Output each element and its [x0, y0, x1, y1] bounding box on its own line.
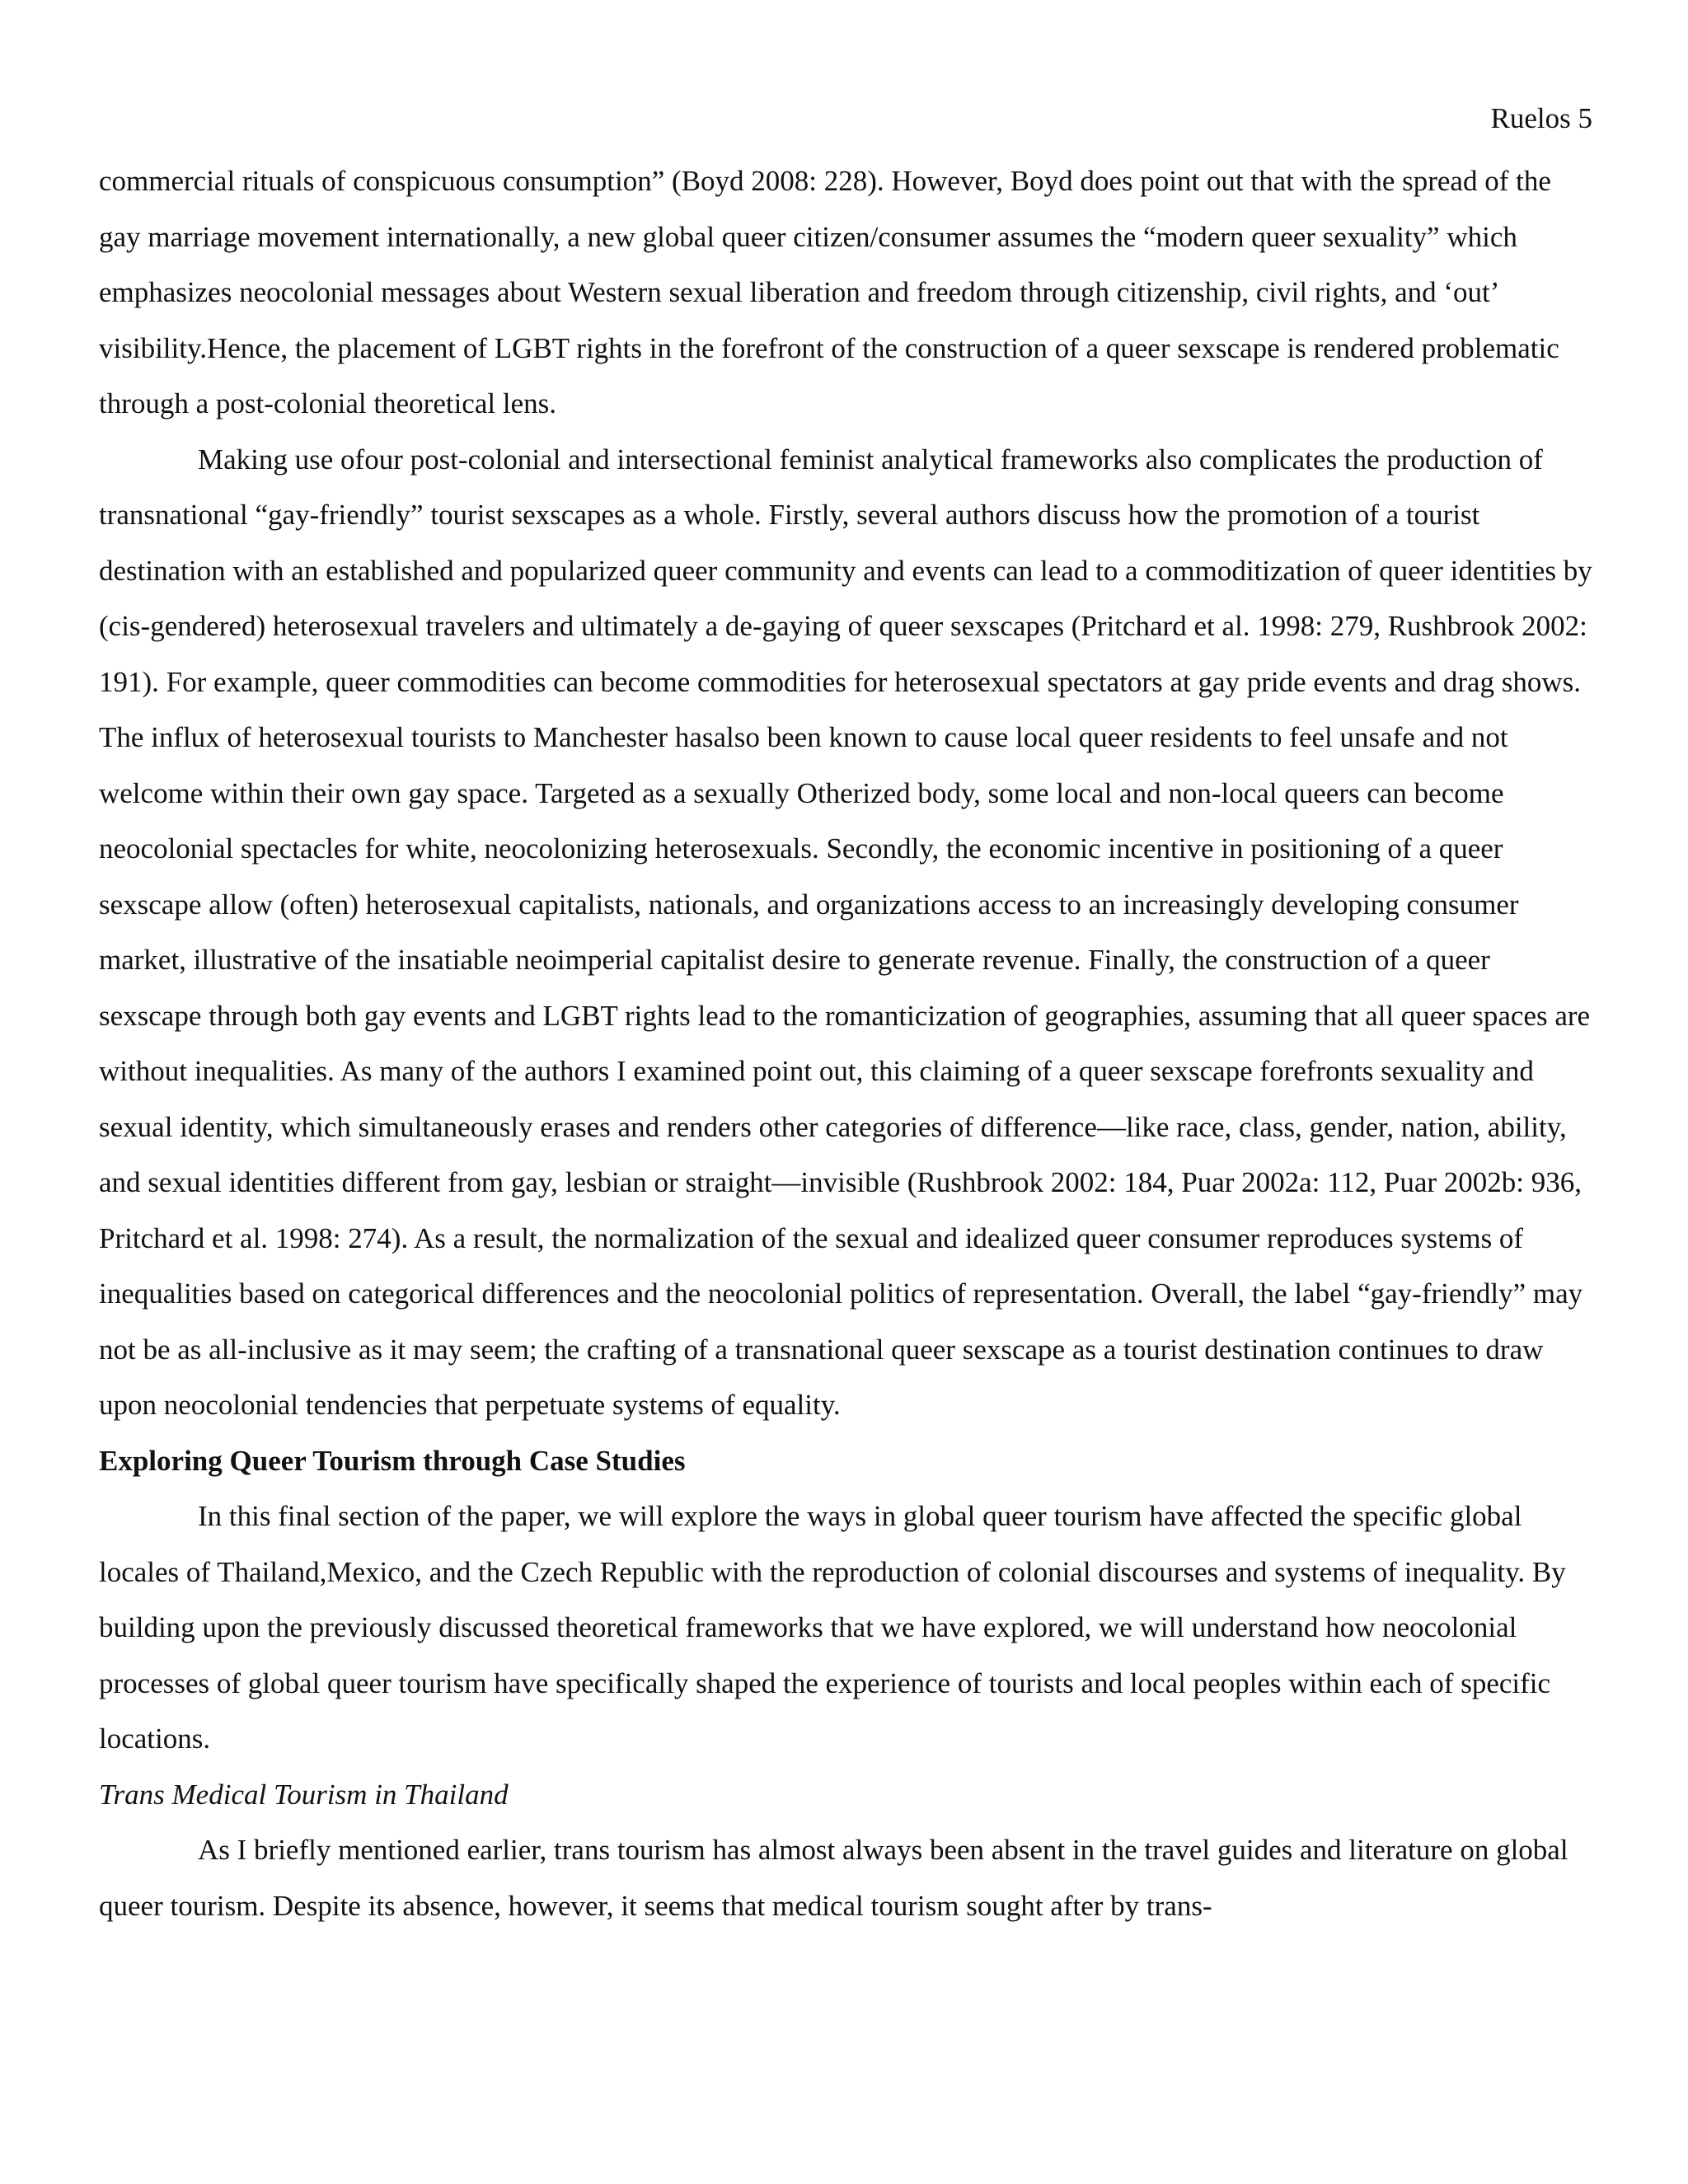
paragraph-4: As I briefly mentioned earlier, trans tourism has almost always been absent in the travel guides and literature on global queer tourism. Despite its absence, however, it seems that medical tourism sought after by trans-	[99, 1834, 1568, 1922]
running-head: Ruelos 5	[1490, 102, 1592, 134]
paragraph-2: Making use ofour post-colonial and intersectional feminist analytical frameworks also complicates the production of transnational “gay-friendly” tourist sexscapes as a whole. Firstly, several authors discuss how the promotion of a tourist destination with an established and popularized queer community and events can lead to a commoditization of queer identities by (cis-gendered) heterosexual travelers and ultimately a de-gaying of queer sexscapes (Pritchard et al. 1998: 279, Rushbrook 2002: 191). For example, queer commodities can become commodities for heterosexual spectators at gay pride events and drag shows. The influx of heterosexual tourists to Manchester hasalso been known to cause local queer residents to feel unsafe and not welcome within their own gay space. Targeted as a sexually Otherized body, some local and non-local queers can become neocolonial spectacles for white, neocolonizing heterosexuals. Secondly, the economic incentive in positioning of a queer sexscape allow (often) heterosexual capitalists, nationals, and organizations access to an increasingly developing consumer market, illustrative of the insatiable neoimperial capitalist desire to generate revenue. Finally, the construction of a queer sexscape through both gay events and LGBT rights lead to the romanticization of geographies, assuming that all queer spaces are without inequalities. As many of the authors I examined point out, this claiming of a queer sexscape forefronts sexuality and sexual identity, which simultaneously erases and renders other categories of difference—like race, class, gender, nation, ability, and sexual identities different from gay, lesbian or straight—invisible (Rushbrook 2002: 184, Puar 2002a: 112, Puar 2002b: 936, Pritchard et al. 1998: 274). As a result, the normalization of the sexual and idealized queer consumer reproduces systems of inequalities based on categorical differences and the neocolonial politics of representation. Overall, the label “gay-friendly” may not be as all-inclusive as it may seem; the crafting of a transnational queer sexscape as a tourist destination continues to draw upon neocolonial tendencies that perpetuate systems of equality.	[99, 443, 1592, 1421]
subsection-heading: Trans Medical Tourism in Thailand	[99, 1778, 509, 1811]
section-heading: Exploring Queer Tourism through Case Studies	[99, 1444, 686, 1477]
paragraph-3: In this final section of the paper, we will explore the ways in global queer tourism have affected the specific global locales of Thailand,Mexico, and the Czech Republic with the reproduction of colonial discourses and systems of inequality. By building upon the previously discussed theoretical frameworks that we have explored, we will understand how neocolonial processes of global queer tourism have specifically shaped the experience of tourists and local peoples within each of specific locations.	[99, 1500, 1566, 1755]
paragraph-1: commercial rituals of conspicuous consumption” (Boyd 2008: 228). However, Boyd does point out that with the spread of the gay marriage movement internationally, a new global queer citizen/consumer assumes the “modern queer sexuality” which emphasizes neocolonial messages about Western sexual liberation and freedom through citizenship, civil rights, and ‘out’ visibility.Hence, the placement of LGBT rights in the forefront of the construction of a queer sexscape is rendered problematic through a post-colonial theoretical lens.	[99, 165, 1559, 419]
document-body	[99, 153, 1592, 1933]
